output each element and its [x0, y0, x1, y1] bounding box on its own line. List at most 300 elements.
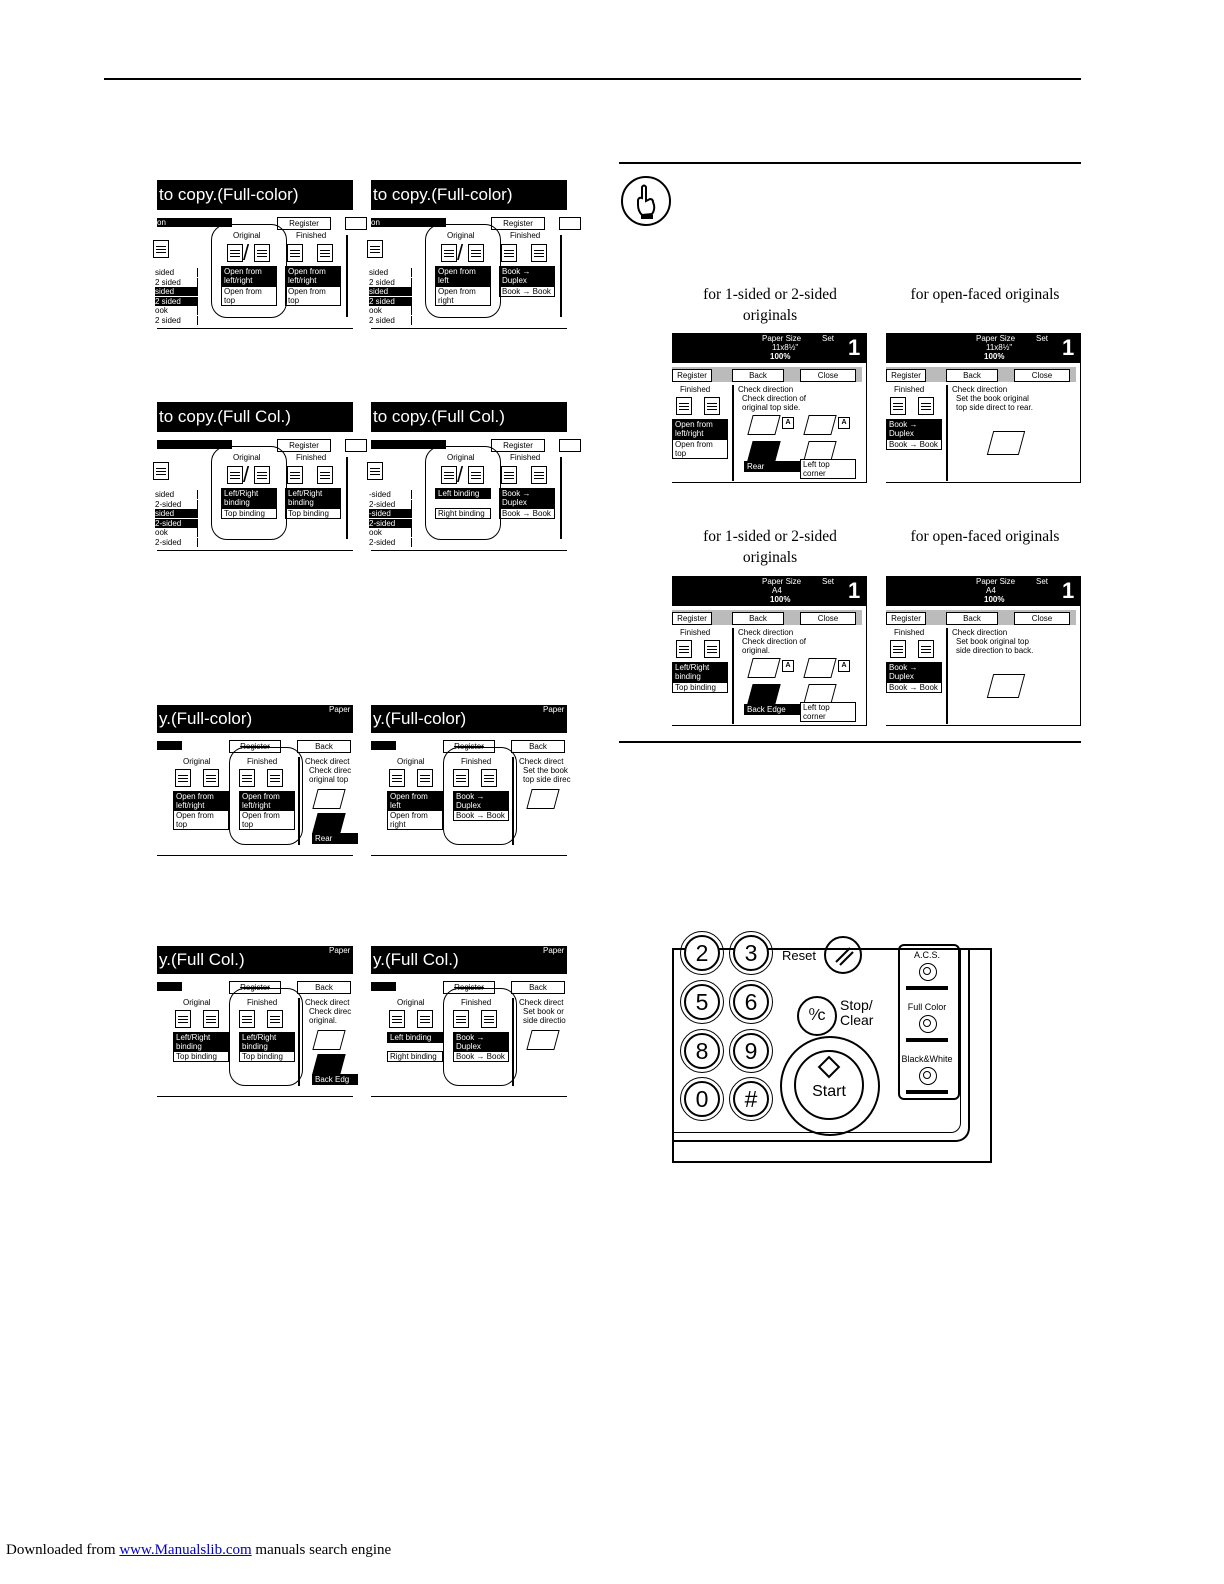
- panel-title: y.(Full Col.): [157, 946, 353, 974]
- key-8[interactable]: 8: [684, 1033, 720, 1069]
- back-button[interactable]: Back: [297, 981, 351, 994]
- register-button[interactable]: Register: [443, 740, 495, 753]
- left-top-corner-button[interactable]: Left top corner: [800, 702, 856, 722]
- check-direction-label: Check direction: [952, 628, 1008, 637]
- stop-clear-icon: ⁰∕c: [808, 1007, 826, 1024]
- panel-stripe: [157, 982, 182, 991]
- check-label: Check direct: [305, 757, 350, 766]
- check-direction-label: Check direction: [738, 385, 794, 394]
- selection-oval: [443, 988, 517, 1086]
- register-button[interactable]: Register: [277, 439, 331, 452]
- finished-option-button[interactable]: Book → Duplex: [499, 266, 555, 286]
- selection-oval: [229, 988, 303, 1086]
- finished-option-button[interactable]: Book → Book: [499, 508, 555, 519]
- size-value: A4: [986, 586, 996, 595]
- selection-oval: [443, 747, 517, 845]
- book-icon-2: [803, 415, 836, 435]
- lcd-panel-orientation: [157, 180, 353, 329]
- side-item[interactable]: ook: [155, 528, 198, 537]
- original-option-button[interactable]: Left binding: [387, 1032, 443, 1043]
- finished-option-button[interactable]: Top binding: [672, 682, 728, 693]
- divider: [560, 457, 562, 539]
- original-icon: [389, 769, 405, 787]
- finished-icon: [287, 466, 303, 484]
- original-icon-left: [153, 462, 169, 480]
- selection-oval: [211, 446, 287, 540]
- finished-option-button[interactable]: Book → Duplex: [499, 488, 555, 508]
- left-top-corner-button[interactable]: Left top corner: [800, 459, 856, 479]
- divider: [298, 757, 300, 845]
- original-option-button[interactable]: Right binding: [435, 508, 491, 519]
- close-button[interactable]: Close: [1014, 612, 1070, 625]
- check-msg-2: original.: [742, 646, 771, 655]
- paper-size-label: Paper Size: [976, 577, 1016, 586]
- original-option-button[interactable]: Top binding: [173, 1051, 229, 1062]
- original-label: Original: [447, 453, 475, 462]
- register-button[interactable]: Register: [672, 612, 712, 625]
- footer: [6, 1542, 391, 1559]
- key-6[interactable]: 6: [733, 984, 769, 1020]
- size-value: A4: [772, 586, 782, 595]
- book-icon: [526, 1030, 559, 1050]
- key-0[interactable]: 0: [684, 1081, 720, 1117]
- finished-icon: [890, 397, 906, 415]
- book-icon-3: [803, 441, 836, 461]
- finished-option-button[interactable]: Open from top: [672, 439, 728, 459]
- original-icon: [389, 1010, 405, 1028]
- stop-label: Stop/: [840, 997, 873, 1013]
- slash-glyph: /: [243, 462, 250, 487]
- lcd-panel-direction: [672, 333, 867, 483]
- original-option-button[interactable]: Left/Right binding: [173, 1032, 229, 1052]
- rear-button[interactable]: Rear: [744, 461, 802, 472]
- copy-count: 1: [848, 335, 861, 360]
- panel-title: to copy.(Full Col.): [371, 402, 567, 432]
- finished-option-button[interactable]: Book → Duplex: [453, 791, 509, 811]
- bw-label: Black&White: [901, 1054, 953, 1064]
- original-option-button[interactable]: Left/Right binding: [221, 488, 277, 508]
- book-icon-dark: [312, 1054, 345, 1074]
- zoom-value: 100%: [984, 352, 1005, 361]
- book-icon: [747, 658, 780, 678]
- zoom-value: 100%: [770, 352, 791, 361]
- lcd-panel-finished: [371, 946, 567, 1097]
- side-item[interactable]: 2 sided: [155, 297, 198, 306]
- copy-count: 1: [1062, 335, 1075, 360]
- panel-stripe: [157, 741, 182, 750]
- open-book-icon: [987, 674, 1025, 698]
- clear-label: Clear: [840, 1012, 874, 1028]
- side-item[interactable]: -sided: [369, 509, 412, 518]
- back-button[interactable]: Back: [946, 369, 998, 382]
- finished-icon-2: [317, 466, 333, 484]
- register-button[interactable]: Register: [491, 217, 545, 230]
- lcd-panel-orientation: [157, 402, 353, 551]
- side-item[interactable]: 2 sided: [155, 316, 198, 325]
- original-option-button[interactable]: Open from left: [387, 791, 443, 811]
- copy-count: 1: [848, 578, 861, 603]
- panel-title: to copy.(Full Col.): [157, 402, 353, 432]
- key-9[interactable]: 9: [733, 1033, 769, 1069]
- original-icon-2: [417, 1010, 433, 1028]
- original-label: Original: [183, 757, 211, 766]
- original-option-button[interactable]: Open from right: [435, 286, 491, 306]
- finished-icon: [676, 640, 692, 658]
- finished-icon: [287, 244, 303, 262]
- finished-label: Finished: [461, 998, 492, 1007]
- side-item[interactable]: 2-sided: [369, 500, 412, 509]
- finished-icon: [890, 640, 906, 658]
- panel-stripe: [371, 741, 396, 750]
- register-button[interactable]: Register: [672, 369, 712, 382]
- check-label: Check direct: [519, 757, 564, 766]
- book-icon: [526, 789, 559, 809]
- close-button[interactable]: Close: [800, 369, 856, 382]
- back-button[interactable]: Back: [946, 612, 998, 625]
- panel-prefix: on: [157, 218, 166, 227]
- size-value: 11x8½": [986, 343, 1013, 352]
- book-icon: [747, 415, 780, 435]
- original-label: Original: [397, 757, 425, 766]
- back-button[interactable]: Back: [732, 369, 784, 382]
- divider: [946, 628, 948, 724]
- register-button[interactable]: Register: [277, 217, 331, 230]
- original-icon: [175, 1010, 191, 1028]
- control-panel-illustration: [672, 940, 992, 1163]
- lcd-panel-finished: [157, 946, 353, 1097]
- divider: [298, 998, 300, 1086]
- open-book-icon: [987, 431, 1025, 455]
- book-icon-dark: [747, 441, 780, 461]
- original-option-button[interactable]: Open from left/right: [173, 791, 229, 811]
- note-hand-icon: [620, 175, 672, 227]
- paper-label: Paper: [543, 705, 565, 714]
- stop-clear-button[interactable]: [797, 996, 837, 1036]
- original-icon-2: [203, 1010, 219, 1028]
- check-msg-1: Check direction of: [742, 394, 807, 403]
- start-label: Start: [812, 1083, 846, 1100]
- side-item[interactable]: sided: [155, 509, 198, 518]
- check-label: Check direct: [305, 998, 350, 1007]
- finished-option-button[interactable]: Open from left/right: [285, 266, 341, 286]
- finished-icon: [501, 466, 517, 484]
- letter-a-icon: A: [782, 660, 794, 672]
- reset-label: Reset: [782, 948, 816, 963]
- finished-option-button[interactable]: Book → Book: [453, 810, 509, 821]
- book-icon-3: [803, 684, 836, 704]
- letter-a-icon-2: A: [838, 660, 850, 672]
- lcd-panel-direction: [886, 333, 1081, 483]
- lcd-panel-direction: [672, 576, 867, 726]
- panel-title: y.(Full-color): [371, 705, 567, 733]
- selection-oval: [425, 224, 501, 318]
- footer-suffix: manuals search engine: [251, 1542, 392, 1558]
- finished-option-button[interactable]: Open from left/right: [239, 791, 295, 811]
- key-hash[interactable]: #: [733, 1081, 769, 1117]
- original-label: Original: [183, 998, 211, 1007]
- letter-a-icon: A: [782, 417, 794, 429]
- full-color-button[interactable]: [919, 1015, 937, 1033]
- finished-label: Finished: [680, 628, 711, 637]
- rear-button[interactable]: Back Edg: [312, 1074, 358, 1085]
- finished-label: Finished: [461, 757, 492, 766]
- check-msg-1: Check direc: [309, 1007, 352, 1016]
- original-label: Original: [397, 998, 425, 1007]
- side-item[interactable]: 2-sided: [155, 538, 198, 547]
- finished-option-button[interactable]: Open from top: [239, 810, 295, 830]
- side-item[interactable]: 2 sided: [369, 278, 412, 287]
- original-option-button[interactable]: Open from left: [435, 266, 491, 286]
- set-label: Set: [822, 577, 835, 586]
- close-button[interactable]: Close: [800, 612, 856, 625]
- finished-label: Finished: [247, 757, 278, 766]
- back-button[interactable]: Back: [297, 740, 351, 753]
- slash-glyph: /: [457, 462, 464, 487]
- divider: [512, 998, 514, 1086]
- finished-icon-2: [531, 244, 547, 262]
- lcd-panel-finished: [157, 705, 353, 856]
- original-label: Original: [233, 231, 261, 240]
- finished-label: Finished: [510, 231, 541, 240]
- register-button[interactable]: Register: [491, 439, 545, 452]
- original-option-button[interactable]: Top binding: [221, 508, 277, 519]
- finished-option-button[interactable]: Left/Right binding: [239, 1032, 295, 1052]
- key-2[interactable]: 2: [684, 935, 720, 971]
- divider: [346, 235, 348, 317]
- back-button[interactable]: Back: [511, 981, 565, 994]
- start-button[interactable]: [794, 1050, 864, 1120]
- divider: [732, 628, 734, 724]
- caption-1sided-a: for 1-sided or 2-sided originals: [703, 286, 837, 324]
- original-icon: [175, 769, 191, 787]
- finished-option-button[interactable]: Book → Duplex: [886, 419, 942, 439]
- divider: [346, 457, 348, 539]
- original-icon-left: [367, 462, 383, 480]
- divider: [512, 757, 514, 845]
- key-3[interactable]: 3: [733, 935, 769, 971]
- check-msg-1: Set book original top: [956, 637, 1029, 646]
- top-rule: [104, 78, 1081, 80]
- finished-option-button[interactable]: Top binding: [239, 1051, 295, 1062]
- note-bottom-rule: [619, 741, 1081, 743]
- side-item[interactable]: sided: [369, 287, 412, 296]
- selection-oval: [425, 446, 501, 540]
- register-button[interactable]: Register: [886, 612, 926, 625]
- note-top-rule: [619, 162, 1081, 164]
- check-msg-2: original top: [309, 775, 349, 784]
- paper-label: Paper: [329, 705, 351, 714]
- reset-button[interactable]: [824, 936, 862, 974]
- panel-title: to copy.(Full-color): [371, 180, 567, 210]
- check-direction-label: Check direction: [952, 385, 1008, 394]
- acs-button[interactable]: [919, 963, 937, 981]
- caption-openfaced-a: for open-faced originals: [910, 286, 1060, 303]
- check-msg-2: top side direct to rear.: [956, 403, 1033, 412]
- register-button[interactable]: Register: [443, 981, 495, 994]
- original-option-button[interactable]: Open from right: [387, 810, 443, 830]
- paper-label: Paper: [329, 946, 351, 955]
- rear-button[interactable]: Back Edge: [744, 704, 802, 715]
- finished-label: Finished: [680, 385, 711, 394]
- finished-option-button[interactable]: Book → Duplex: [453, 1032, 509, 1052]
- side-item[interactable]: 2-sided: [155, 500, 198, 509]
- check-msg-2: top side direc: [523, 775, 571, 784]
- finished-icon-2: [704, 397, 720, 415]
- side-item[interactable]: 2-sided: [155, 519, 198, 528]
- caption-openfaced-b: for open-faced originals: [910, 528, 1060, 545]
- finished-option-button[interactable]: Book → Book: [886, 682, 942, 693]
- original-option-button[interactable]: Open from top: [221, 286, 277, 306]
- check-msg-2: original.: [309, 1016, 338, 1025]
- start-diamond-icon: [818, 1056, 841, 1079]
- side-item[interactable]: ook: [155, 306, 198, 315]
- letter-a-icon-2: A: [838, 417, 850, 429]
- finished-label: Finished: [894, 385, 925, 394]
- divider: [560, 235, 562, 317]
- register-button-edge[interactable]: [345, 217, 367, 230]
- set-label: Set: [822, 334, 835, 343]
- original-icon-2: [203, 769, 219, 787]
- original-icon-2: [417, 769, 433, 787]
- finished-option-button[interactable]: Book → Book: [453, 1051, 509, 1062]
- finished-icon: [501, 244, 517, 262]
- book-icon-dark: [747, 684, 780, 704]
- check-msg-1: Check direc: [309, 766, 352, 775]
- back-button[interactable]: Back: [732, 612, 784, 625]
- panel-title: y.(Full-color): [157, 705, 353, 733]
- side-item[interactable]: 2-sided: [369, 538, 412, 547]
- panel-title: to copy.(Full-color): [157, 180, 353, 210]
- side-item[interactable]: 2 sided: [155, 278, 198, 287]
- finished-option-button[interactable]: Book → Duplex: [886, 662, 942, 682]
- slash-glyph: /: [457, 240, 464, 265]
- lcd-panel-direction: [886, 576, 1081, 726]
- zoom-value: 100%: [770, 595, 791, 604]
- back-button[interactable]: Back: [511, 740, 565, 753]
- check-msg-2: side direction to back.: [956, 646, 1034, 655]
- lcd-panel-orientation: [371, 180, 567, 329]
- copy-count: 1: [1062, 578, 1075, 603]
- original-option-button[interactable]: Left binding: [435, 488, 491, 499]
- divider: [732, 385, 734, 481]
- side-item[interactable]: 2 sided: [369, 297, 412, 306]
- manualslib-link[interactable]: www.Manualslib.com: [119, 1542, 252, 1558]
- finished-option-button[interactable]: Left/Right binding: [672, 662, 728, 682]
- slash-glyph: /: [243, 240, 250, 265]
- register-button-edge[interactable]: [559, 217, 581, 230]
- set-label: Set: [1036, 577, 1049, 586]
- finished-icon-2: [704, 640, 720, 658]
- check-msg-1: Set book or: [523, 1007, 564, 1016]
- original-option-button[interactable]: Open from top: [173, 810, 229, 830]
- finished-option-button[interactable]: Top binding: [285, 508, 341, 519]
- key-5[interactable]: 5: [684, 984, 720, 1020]
- finished-label: Finished: [894, 628, 925, 637]
- finished-icon-2: [531, 466, 547, 484]
- original-label: Original: [233, 453, 261, 462]
- book-icon-dark: [312, 813, 345, 833]
- set-label: Set: [1036, 334, 1049, 343]
- finished-option-button[interactable]: Left/Right binding: [285, 488, 341, 508]
- footer-prefix: Downloaded from: [6, 1542, 120, 1558]
- side-item[interactable]: ook: [369, 528, 412, 537]
- check-direction-label: Check direction: [738, 628, 794, 637]
- size-value: 11x8½": [772, 343, 799, 352]
- finished-option-button[interactable]: Open from left/right: [672, 419, 728, 439]
- check-msg-2: original top side.: [742, 403, 801, 412]
- side-item[interactable]: sided: [155, 287, 198, 296]
- finished-label: Finished: [510, 453, 541, 462]
- full-color-label: Full Color: [907, 1002, 947, 1012]
- finished-label: Finished: [296, 231, 327, 240]
- original-icon-left: [367, 240, 383, 258]
- original-option-button[interactable]: Right binding: [387, 1051, 443, 1062]
- check-msg-2: side directio: [523, 1016, 566, 1025]
- side-item[interactable]: sided: [155, 268, 198, 277]
- finished-icon-2: [317, 244, 333, 262]
- finished-option-button[interactable]: Book → Book: [886, 439, 942, 450]
- finished-label: Finished: [296, 453, 327, 462]
- side-item[interactable]: sided: [155, 490, 198, 499]
- register-button[interactable]: Register: [229, 981, 281, 994]
- lcd-panel-orientation: [371, 402, 567, 551]
- side-item[interactable]: ook: [369, 306, 412, 315]
- side-item[interactable]: 2 sided: [369, 316, 412, 325]
- book-icon: [312, 1030, 345, 1050]
- panel-stripe: [371, 982, 396, 991]
- check-msg-1: Check direction of: [742, 637, 807, 646]
- zoom-value: 100%: [984, 595, 1005, 604]
- side-item[interactable]: sided: [369, 268, 412, 277]
- original-label: Original: [447, 231, 475, 240]
- side-item[interactable]: -sided: [369, 490, 412, 499]
- finished-option-button[interactable]: Open from top: [285, 286, 341, 306]
- paper-size-label: Paper Size: [762, 334, 802, 343]
- acs-label: A.C.S.: [913, 950, 940, 960]
- paper-size-label: Paper Size: [762, 577, 802, 586]
- side-item[interactable]: 2-sided: [369, 519, 412, 528]
- panel-title: y.(Full Col.): [371, 946, 567, 974]
- selection-oval: [211, 224, 287, 318]
- paper-label: Paper: [543, 946, 565, 955]
- register-button[interactable]: Register: [886, 369, 926, 382]
- panel-prefix: on: [371, 218, 380, 227]
- original-icon-left: [153, 240, 169, 258]
- paper-size-label: Paper Size: [976, 334, 1016, 343]
- close-button[interactable]: Close: [1014, 369, 1070, 382]
- caption-1sided-b: for 1-sided or 2-sided originals: [703, 528, 837, 566]
- check-label: Check direct: [519, 998, 564, 1007]
- check-msg-1: Set the book: [523, 766, 568, 775]
- finished-icon: [676, 397, 692, 415]
- book-icon: [312, 789, 345, 809]
- finished-option-button[interactable]: Book → Book: [499, 286, 555, 297]
- lcd-panel-finished: [371, 705, 571, 856]
- check-msg-1: Set the book original: [956, 394, 1029, 403]
- book-icon-2: [803, 658, 836, 678]
- register-button-edge[interactable]: [345, 439, 367, 452]
- bw-button[interactable]: [919, 1067, 937, 1085]
- finished-icon-2: [918, 640, 934, 658]
- original-option-button[interactable]: Open from left/right: [221, 266, 277, 286]
- selection-oval: [229, 747, 303, 845]
- register-button-edge[interactable]: [559, 439, 581, 452]
- finished-label: Finished: [247, 998, 278, 1007]
- divider: [946, 385, 948, 481]
- register-button[interactable]: Register: [229, 740, 281, 753]
- rear-button[interactable]: Rear: [312, 833, 358, 844]
- finished-icon-2: [918, 397, 934, 415]
